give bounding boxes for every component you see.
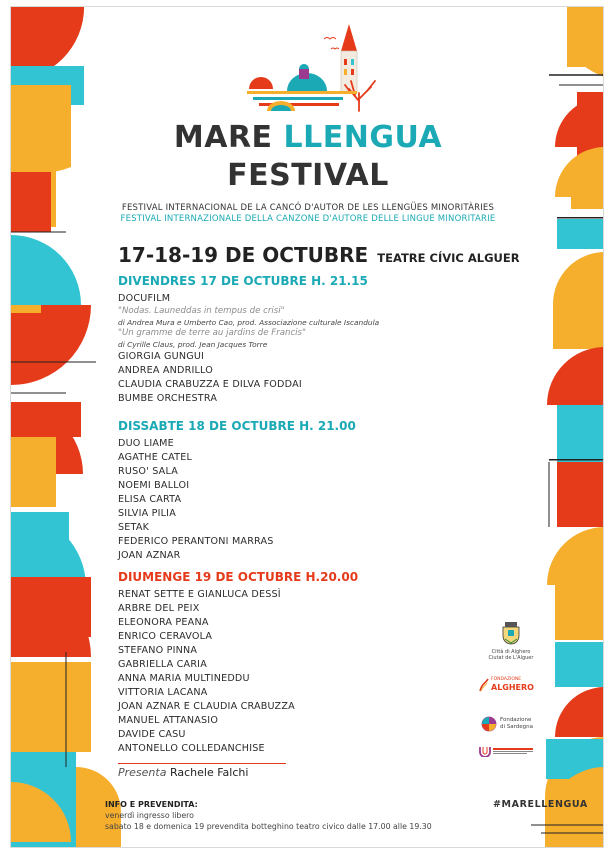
film1-title: "Nodas. Launeddas in tempus de crisi"	[118, 306, 285, 316]
list-item: FEDERICO PERANTONI MARRAS	[118, 536, 274, 547]
fondazione-small: FONDAZIONE	[491, 677, 522, 682]
day3-heading: DIUMENGE 19 DE OCTUBRE H.20.00	[118, 570, 359, 584]
title-word-llengua: LLENGUA	[283, 120, 443, 155]
list-item: STEFANO PINNA	[118, 645, 198, 656]
poster-frame	[10, 6, 604, 848]
list-item: ELEONORA PEANA	[118, 617, 209, 628]
event-dates	[118, 243, 520, 267]
title-word-mare: MARE	[173, 120, 273, 155]
list-item: NOEMI BALLOI	[118, 480, 190, 491]
alghero-line1: Città di Alghero	[491, 649, 531, 655]
coat-of-arms-icon	[500, 621, 522, 645]
list-item: ENRICO CERAVOLA	[118, 631, 213, 642]
list-item: GABRIELLA CARIA	[118, 659, 207, 670]
list-item: ANDREA ANDRILLO	[118, 365, 213, 376]
sponsor-citta-alghero	[481, 621, 541, 661]
sponsor-unicorn	[479, 745, 543, 757]
list-item: CLAUDIA CRABUZZA E DILVA FODDAI	[118, 379, 302, 390]
subtitle-italian: FESTIVAL INTERNAZIONALE DELLA CANZONE D'AUTORE DELLE LINGUE MINORITARIE	[120, 214, 496, 224]
sponsor-fondazione-alghero	[479, 677, 539, 692]
list-item: ELISA CARTA	[118, 494, 182, 505]
sponsor-fondazione-sardegna	[481, 716, 543, 732]
info-heading: INFO E PREVENDITA:	[105, 800, 198, 809]
title-festival: FESTIVAL	[227, 158, 389, 193]
presenter	[118, 766, 248, 779]
list-item: JOAN AZNAR	[118, 550, 181, 561]
film2-title: "Un gramme de terre au jardins de Francis"	[118, 328, 306, 338]
presenter-divider	[118, 763, 286, 764]
list-item: ANTONELLO COLLEDANCHISE	[118, 743, 265, 754]
alghero-line2: Ciutat de L'Alguer	[488, 655, 534, 661]
subtitle-catalan: FESTIVAL INTERNACIONAL DE LA CANCÓ D'AUTOR DE LES LLENGÜES MINORITÀRIES	[121, 203, 495, 213]
list-item: RUSO' SALA	[118, 466, 178, 477]
list-item: JOAN AZNAR E CLAUDIA CRABUZZA	[118, 701, 295, 712]
list-item: SETAK	[118, 522, 150, 533]
day3-section	[118, 570, 458, 756]
list-item: BUMBE ORCHESTRA	[118, 393, 218, 404]
sardegna-line1: Fondazione	[500, 717, 532, 723]
day2-heading: DISSABTE 18 DE OCTUBRE H. 21.00	[118, 419, 356, 433]
sardegna-line2: di Sardegna	[500, 724, 534, 730]
film2-credit: di Cyrille Claus, prod. Jean Jacques Torre	[118, 340, 268, 349]
list-item: DAVIDE CASU	[118, 729, 186, 740]
presenter-name: Rachele Falchi	[169, 766, 249, 779]
day2-section	[118, 419, 458, 563]
fondazione-alghero-big: ALGHERO	[491, 683, 534, 692]
festival-logo-illustration-icon	[239, 19, 389, 119]
list-item: ARBRE DEL PEIX	[118, 603, 200, 614]
docufilm-label: DOCUFILM	[118, 293, 171, 304]
presenter-label: Presenta	[118, 766, 167, 779]
festival-title	[11, 120, 604, 155]
unicorn-logo-icon	[479, 745, 491, 757]
list-item: VITTORIA LACANA	[118, 687, 208, 698]
hashtag: #MARELLENGUA	[493, 799, 588, 810]
list-item: DUO LIAME	[118, 438, 174, 449]
list-item: AGATHE CATEL	[118, 452, 193, 463]
info-block	[105, 799, 432, 832]
dates-text: 17-18-19 DE OCTUBRE	[118, 243, 369, 267]
film1-credit: di Andrea Mura e Umberto Cao, prod. Associazione culturale Iscandula	[118, 318, 380, 327]
list-item: GIORGIA GUNGUI	[118, 351, 205, 362]
list-item: MANUEL ATTANASIO	[118, 715, 219, 726]
venue-text: TEATRE CÍVIC ALGUER	[377, 251, 520, 265]
list-item: RENAT SETTE E GIANLUCA DESSÌ	[118, 589, 281, 600]
info-line-2: sabato 18 e domenica 19 prevendita botteghino teatro civico dalle 17.00 alle 19.30	[105, 822, 432, 831]
fondazione-sardegna-logo-icon	[481, 716, 497, 732]
info-line-1: venerdì ingresso libero	[105, 811, 194, 820]
day1-section	[118, 274, 458, 406]
list-item: SILVIA PILIA	[118, 508, 176, 519]
day1-heading: DIVENDRES 17 DE OCTUBRE H. 21.15	[118, 274, 368, 288]
list-item: ANNA MARIA MULTINEDDU	[118, 673, 250, 684]
fondazione-alghero-logo-icon	[479, 678, 489, 692]
